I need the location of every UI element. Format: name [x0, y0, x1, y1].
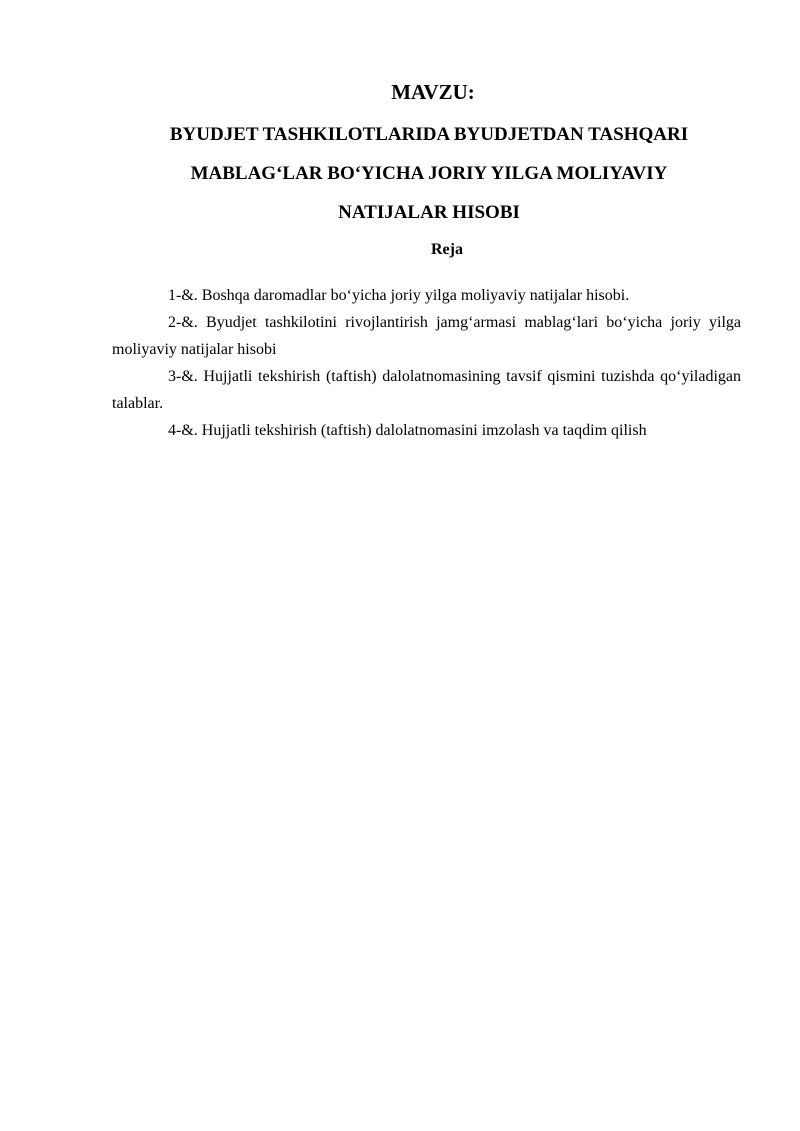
title-line: NATIJALAR HISOBI: [338, 202, 520, 223]
title-line: BYUDJET TASHKILOTLARIDA BYUDJETDAN TASHQARI: [169, 124, 689, 145]
plan-item: 4-&. Hujjatli tekshirish (taftish) dalolatnomasini imzolash va taqdim qilish: [168, 422, 647, 439]
title-line: MABLAG‘LAR BO‘YICHA JORIY YILGA MOLIYAVIY: [190, 163, 668, 184]
plan-item: 2-&. Byudjet tashkilotini rivojlantirish jamg‘armasi mablag‘lari bo‘yicha joriy yilga moliyaviy natijalar hisobi: [112, 314, 741, 358]
plan-item: 1-&. Boshqa daromadlar bo‘yicha joriy yilga moliyaviy natijalar hisobi.: [168, 287, 630, 304]
document-title: [112, 115, 746, 232]
plan-heading: Reja: [431, 241, 463, 258]
plan-list: [112, 282, 741, 444]
topic-heading: MAVZU:: [391, 80, 475, 104]
plan-item: 3-&. Hujjatli tekshirish (taftish) dalolatnomasining tavsif qismini tuzishda qo‘yiladigan talablar.: [112, 368, 741, 412]
